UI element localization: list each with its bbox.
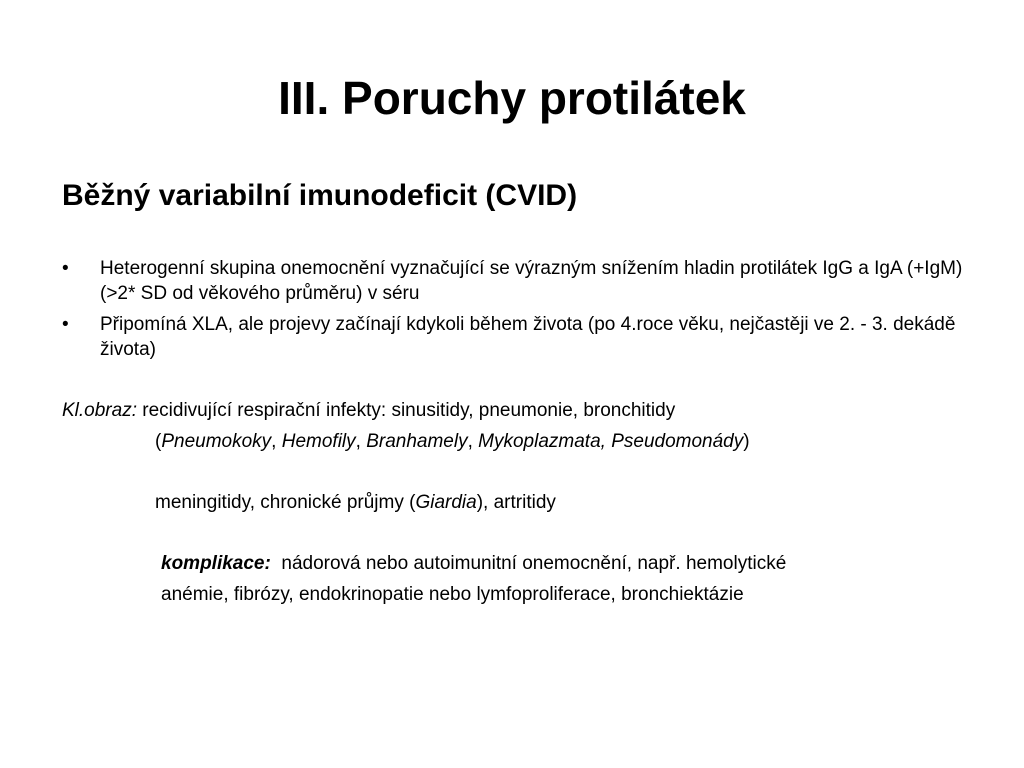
complications-line-2 xyxy=(161,582,744,607)
bullet-text: Heterogenní skupina onemocnění vyznačující se výrazným snížením hladin protilátek IgG a IgA (+IgM)(>2* SD od věkového průměru) v séru xyxy=(100,258,963,304)
other-symptoms-after: ), artritidy xyxy=(476,492,556,513)
other-symptoms-line xyxy=(155,490,556,515)
complications-text-2: anémie, fibrózy, endokrinopatie nebo lymfoproliferace, bronchiektázie xyxy=(161,584,744,605)
pathogen-branhamely: Branhamely xyxy=(366,431,468,452)
bullet-item xyxy=(62,256,982,306)
separator: , xyxy=(271,431,282,452)
complications-line-1 xyxy=(161,551,786,576)
separator: , xyxy=(467,431,479,452)
bullet-list xyxy=(62,256,982,368)
paren-close: ) xyxy=(743,431,750,452)
paren-open: ( xyxy=(155,431,162,452)
clinical-picture-label: Kl.obraz: xyxy=(62,400,137,421)
bullet-marker: • xyxy=(62,314,69,335)
complications-text-1: nádorová nebo autoimunitní onemocnění, např. hemolytické xyxy=(270,553,787,574)
bullet-text: Připomíná XLA, ale projevy začínají kdykoli během života (po 4.roce věku, nejčastěji ve 2. - 3. dekádě života) xyxy=(100,314,956,360)
slide-subtitle: Běžný variabilní imunodeficit (CVID) xyxy=(62,179,578,212)
complications-label: komplikace: xyxy=(161,553,271,574)
pathogen-pneumokoky: Pneumokoky xyxy=(161,431,272,452)
clinical-picture-line xyxy=(62,398,675,423)
pathogen-hemofily: Hemofily xyxy=(281,431,356,452)
bullet-marker: • xyxy=(62,258,69,279)
bullet-item xyxy=(62,312,982,362)
pathogen-giardia: Giardia xyxy=(415,492,477,513)
separator: , xyxy=(355,431,367,452)
other-symptoms-before: meningitidy, chronické průjmy ( xyxy=(155,492,416,513)
pathogens-line xyxy=(155,429,750,454)
slide-title: III. Poruchy protilátek xyxy=(278,72,746,124)
pathogen-mykoplazmata-pseudomonady: Mykoplazmata, Pseudomonády xyxy=(478,431,744,452)
clinical-picture-text: recidivující respirační infekty: sinusitidy, pneumonie, bronchitidy xyxy=(136,400,676,421)
